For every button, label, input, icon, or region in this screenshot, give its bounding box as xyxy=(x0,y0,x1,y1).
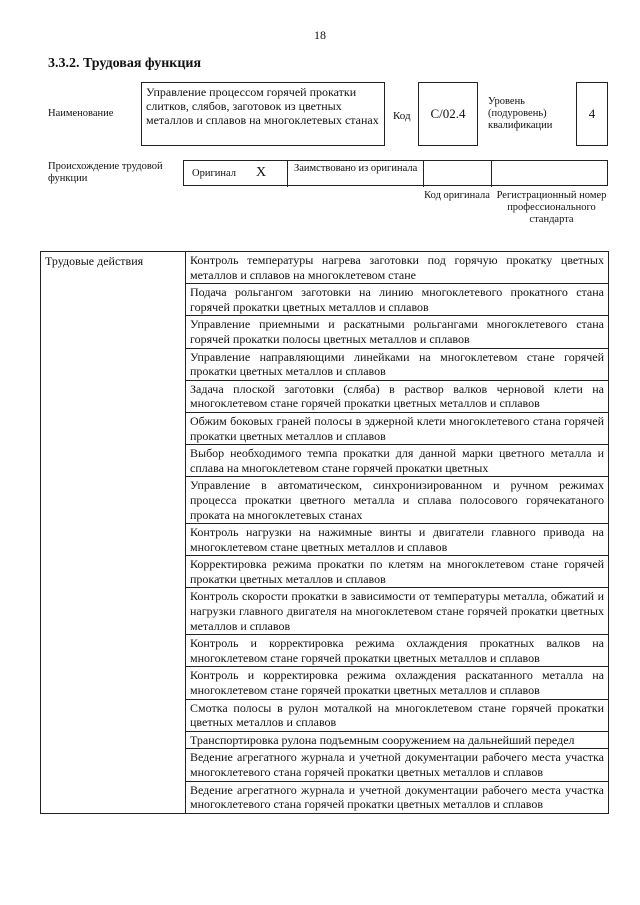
original-label: Оригинал xyxy=(192,168,236,179)
labor-action-item: Управление приемными и раскатными рольгангами многоклетевого стана горячей прокатки полосы цветных металлов и сплавов xyxy=(186,316,609,348)
labor-action-item: Задача плоской заготовки (сляба) в раствор валков черновой клети на многоклетевом стане горячей прокатки цветных металлов и сплавов xyxy=(186,380,609,412)
table-row xyxy=(41,252,609,284)
original-code-cell xyxy=(424,161,492,187)
labor-action-item: Ведение агрегатного журнала и учетной документации рабочего места участка многоклетевого стана горячей прокатки цветных металлов и сплавов xyxy=(186,781,609,813)
original-code-label: Код оригинала xyxy=(424,190,490,201)
labor-action-item: Ведение агрегатного журнала и учетной документации рабочего места участка многоклетевого стана горячей прокатки цветных металлов и сплавов xyxy=(186,749,609,781)
labor-action-item: Управление направляющими линейками на многоклетевом стане горячей прокатки цветных металлов и сплавов xyxy=(186,348,609,380)
reg-number-cell xyxy=(492,161,609,187)
original-mark: Х xyxy=(256,165,267,180)
function-code-box: С/02.4 xyxy=(418,82,478,146)
page-number: 18 xyxy=(314,28,326,42)
reg-number-label: Регистрационный номер профессионального стандарта xyxy=(496,190,607,225)
labor-actions-table xyxy=(40,251,609,814)
code-label: Код xyxy=(393,110,411,122)
borrowed-label: Заимствовано из оригинала xyxy=(294,163,418,174)
qualification-level-label: Уровень (подуровень) квалификации xyxy=(488,96,553,131)
labor-action-item: Контроль и корректировка режима охлаждения раскатанного металла на многоклетевом стане горячей прокатки цветных металлов и сплавов xyxy=(186,667,609,699)
name-label: Наименование xyxy=(48,108,114,119)
origin-row xyxy=(183,160,608,186)
labor-action-item: Смотка полосы в рулон моталкой на многоклетевом стане горячей прокатки цветных металлов и сплавов xyxy=(186,699,609,731)
labor-action-item: Корректировка режима прокатки по клетям на многоклетевом стане горячей прокатки цветных металлов и сплавов xyxy=(186,556,609,588)
labor-action-item: Выбор необходимого темпа прокатки для данной марки цветного металла и сплава на многоклетевом стане горячей прокатки цветных xyxy=(186,445,609,477)
labor-action-item: Контроль и корректировка режима охлаждения прокатных валков на многоклетевом стане горячей прокатки цветных металлов и сплавов xyxy=(186,635,609,667)
original-cell xyxy=(184,161,288,187)
labor-action-item: Транспортировка рулона подъемным сооружением на дальнейший передел xyxy=(186,731,609,749)
labor-action-item: Контроль температуры нагрева заготовки под горячую прокатку цветных металлов и сплавов на многоклетевом стане xyxy=(186,252,609,284)
labor-action-item: Контроль скорости прокатки в зависимости от температуры металла, обжатий и нагрузки главного двигателя на многоклетевом стане горячей прокатки цветных металлов и сплавов xyxy=(186,588,609,635)
labor-actions-header: Трудовые действия xyxy=(41,252,186,814)
qualification-level-box: 4 xyxy=(576,82,608,146)
labor-action-item: Контроль нагрузки на нажимные винты и двигатели главного привода на многоклетевом стане цветных металлов и сплавов xyxy=(186,524,609,556)
labor-action-item: Обжим боковых граней полосы в эджерной клети многоклетевого стана горячей прокатки цветных металлов и сплавов xyxy=(186,412,609,444)
labor-action-item: Управление в автоматическом, синхронизированном и ручном режимах процесса прокатки цветного металла и сплава полосового горячекатаного проката на многоклетевых станах xyxy=(186,477,609,524)
section-title: 3.3.2. Трудовая функция xyxy=(48,56,202,71)
borrowed-cell xyxy=(288,161,424,187)
origin-label: Происхождение трудовой функции xyxy=(48,161,163,184)
labor-action-item: Подача рольгангом заготовки на линию многоклетевого прокатного стана горячей прокатки цветных металлов и сплавов xyxy=(186,284,609,316)
function-name-box: Управление процессом горячей прокатки слитков, слябов, заготовок из цветных металлов и сплавов на многоклетевых станах xyxy=(141,82,385,146)
